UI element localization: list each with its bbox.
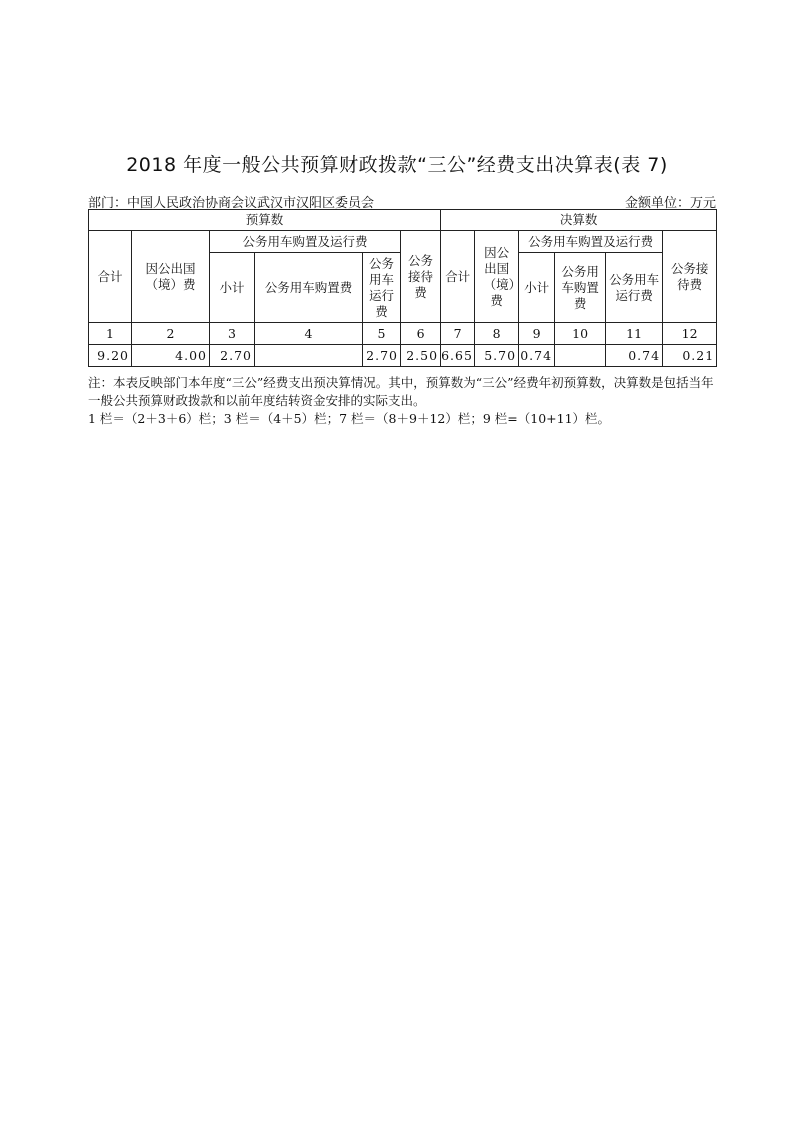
budget-total-header: 合计 (89, 231, 132, 323)
value-cell (555, 345, 606, 367)
budget-subtotal-header: 小计 (210, 253, 255, 323)
column-number: 11 (606, 323, 663, 345)
column-number: 1 (89, 323, 132, 345)
final-total-header: 合计 (441, 231, 475, 323)
page-title: 2018 年度一般公共预算财政拨款“三公”经费支出决算表(表 7) (126, 154, 668, 176)
column-number: 5 (363, 323, 401, 345)
final-abroad-header: 因公出国（境）费 (475, 231, 519, 323)
value-cell: 0.74 (606, 345, 663, 367)
value-cell: 0.74 (519, 345, 555, 367)
footnote: 注：本表反映部门本年度“三公”经费支出预决算情况。其中，预算数为“三公”经费年初预算数，决算数是包括当年一般公共预算财政拨款和以前年度结转资金安排的实际支出。 (88, 375, 714, 408)
budget-header: 预算数 (89, 210, 441, 231)
value-cell: 9.20 (89, 345, 132, 367)
column-formula-note: 1 栏＝（2＋3＋6）栏；3 栏＝（4＋5）栏；7 栏＝（8＋9＋12）栏；9 栏=（10+11）栏。 (88, 411, 611, 426)
value-row (89, 345, 717, 367)
budget-car-purchase-header: 公务用车购置费 (255, 253, 363, 323)
budget-car-group-header: 公务用车购置及运行费 (210, 231, 401, 253)
budget-abroad-header: 因公出国（境）费 (132, 231, 210, 323)
department-label: 部门：中国人民政治协商会议武汉市汉阳区委员会 (88, 196, 375, 211)
final-subtotal-header: 小计 (519, 253, 555, 323)
column-number: 9 (519, 323, 555, 345)
value-cell: 5.70 (475, 345, 519, 367)
value-cell: 0.21 (663, 345, 717, 367)
final-header: 决算数 (441, 210, 717, 231)
final-reception-header: 公务接待费 (663, 231, 717, 323)
budget-car-run-header: 公务用车运行费 (363, 253, 401, 323)
column-number: 2 (132, 323, 210, 345)
column-number: 4 (255, 323, 363, 345)
three-public-expenses-table (88, 209, 717, 367)
value-cell (255, 345, 363, 367)
value-cell: 2.50 (401, 345, 441, 367)
column-number: 6 (401, 323, 441, 345)
value-cell: 6.65 (441, 345, 475, 367)
column-number: 3 (210, 323, 255, 345)
value-cell: 2.70 (210, 345, 255, 367)
unit-label: 金额单位：万元 (624, 196, 716, 211)
value-cell: 4.00 (132, 345, 210, 367)
column-number: 8 (475, 323, 519, 345)
column-number: 10 (555, 323, 606, 345)
column-number-row (89, 323, 717, 345)
column-number: 7 (441, 323, 475, 345)
final-car-run-header: 公务用车运行费 (606, 253, 663, 323)
final-car-group-header: 公务用车购置及运行费 (519, 231, 663, 253)
final-car-purchase-header: 公务用车购置费 (555, 253, 606, 323)
budget-reception-header: 公务接待费 (401, 231, 441, 323)
table-meta (88, 192, 716, 210)
value-cell: 2.70 (363, 345, 401, 367)
column-number: 12 (663, 323, 717, 345)
